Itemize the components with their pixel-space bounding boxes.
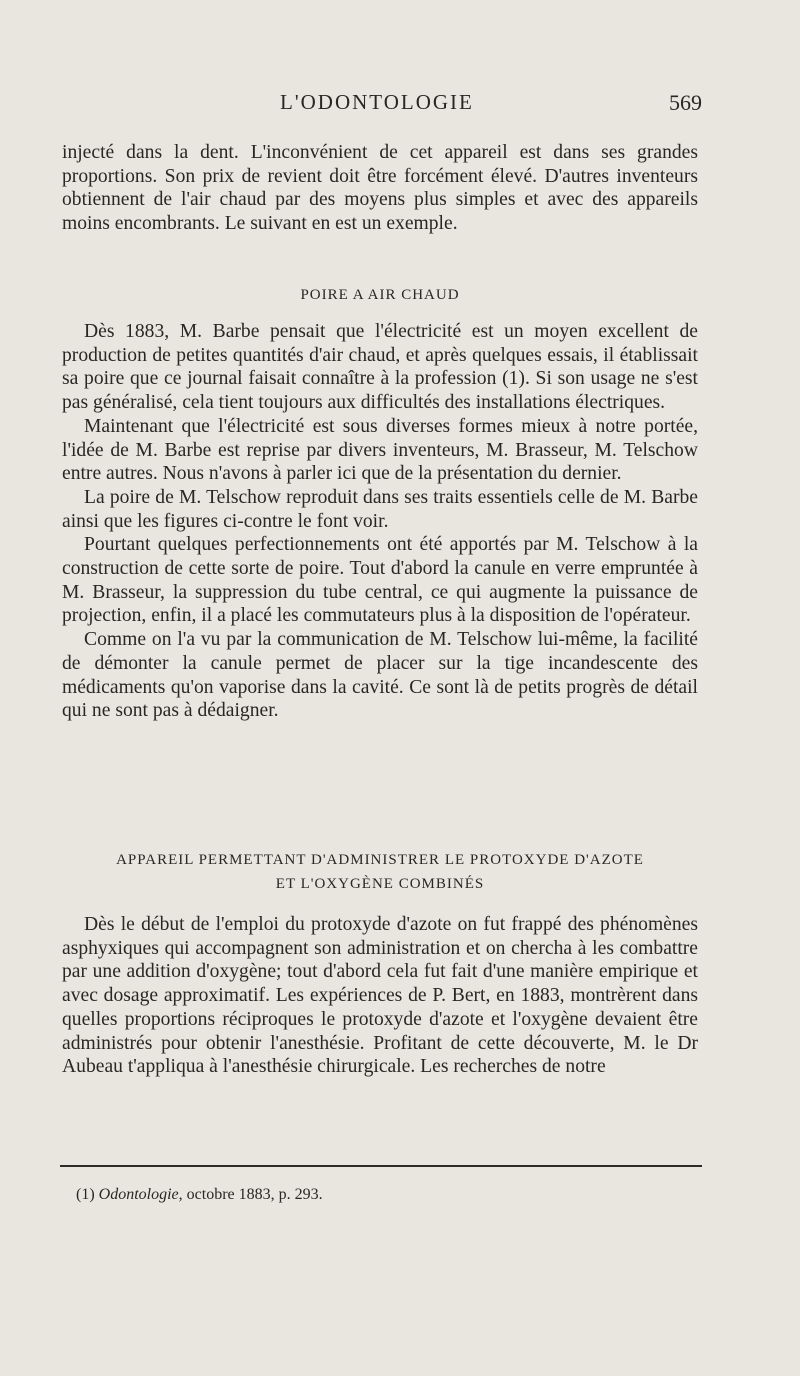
section-poire-body xyxy=(62,320,698,723)
footnote-divider xyxy=(60,1165,702,1167)
paragraph: injecté dans la dent. L'inconvénient de cet appareil est dans ses grandes proportions. Son prix de revient doit être forcément élevé. D'autres inventeurs obtiennent de l'air chaud par des moyens plus simples et avec des appareils moins encombrants. Le suivant en est un exemple. xyxy=(62,142,698,235)
page-header xyxy=(0,90,800,124)
section-appareil-body xyxy=(62,913,698,1079)
section-heading-line-1: APPAREIL PERMETTANT D'ADMINISTRER LE PROTOXYDE D'AZOTE xyxy=(116,852,644,868)
section-poire-a-air-chaud xyxy=(62,283,698,307)
footnote xyxy=(76,1186,323,1204)
paragraph: La poire de M. Telschow reproduit dans ses traits essentiels celle de M. Barbe ainsi que les figures ci-contre le font voir. xyxy=(62,486,698,532)
footnote-marker: (1) xyxy=(76,1186,95,1203)
paragraph: Dès le début de l'emploi du protoxyde d'azote on fut frappé des phénomènes asphyxiques qui accompagnent son administration et on chercha à les combattre par une addition d'oxygène; tout d'abord cela fut fait d'une manière empirique et avec dosage approximatif. Les expériences de P. Bert, en 1883, montrèrent dans quelles proportions réciproques le protoxyde d'azote et l'oxygène devaient être administrés pour obtenir l'anesthésie. Profitant de cette découverte, M. le Dr Aubeau t'appliqua à l'anesthésie chirurgicale. Les recherches de notre xyxy=(62,914,698,1078)
paragraph: Pourtant quelques perfectionnements ont été apportés par M. Telschow à la construction de cette sorte de poire. Tout d'abord la canule en verre empruntée à M. Brasseur, la suppression du tube central, ce qui augmente la puissance de projection, enfin, il a placé les commutateurs plus à la disposition de l'opérateur. xyxy=(62,534,698,627)
running-title: L'ODONTOLOGIE xyxy=(280,90,474,114)
paragraph: Maintenant que l'électricité est sous diverses formes mieux à notre portée, l'idée de M. Barbe est reprise par divers inventeurs, M. Brasseur, M. Telschow entre autres. Nous n'avons à parler ici que de la présentation du dernier. xyxy=(62,415,698,485)
section-heading: POIRE A AIR CHAUD xyxy=(300,287,460,303)
footnote-journal: Odontologie xyxy=(98,1186,179,1203)
section-heading-line-2: ET L'OXYGÈNE COMBINÉS xyxy=(275,876,485,892)
paragraph: Dès 1883, M. Barbe pensait que l'électricité est un moyen excellent de production de petites quantités d'air chaud, et après quelques essais, il établissait sa poire que ce journal faisait connaître à la profession (1). Si son usage ne s'est pas généralisé, cela tient toujours aux difficultés des installations électriques. xyxy=(62,321,698,414)
section-appareil-heading xyxy=(62,848,698,896)
footnote-reference: , octobre 1883, p. 293. xyxy=(178,1186,323,1203)
opening-block xyxy=(62,141,698,236)
page-number: 569 xyxy=(669,90,702,115)
paragraph: Comme on l'a vu par la communication de M. Telschow lui-même, la facilité de démonter la canule permet de placer sur la tige incandescente des médicaments qu'on vaporise dans la cavité. Ce sont là de petits progrès de détail qui ne sont pas à dédaigner. xyxy=(62,629,698,722)
